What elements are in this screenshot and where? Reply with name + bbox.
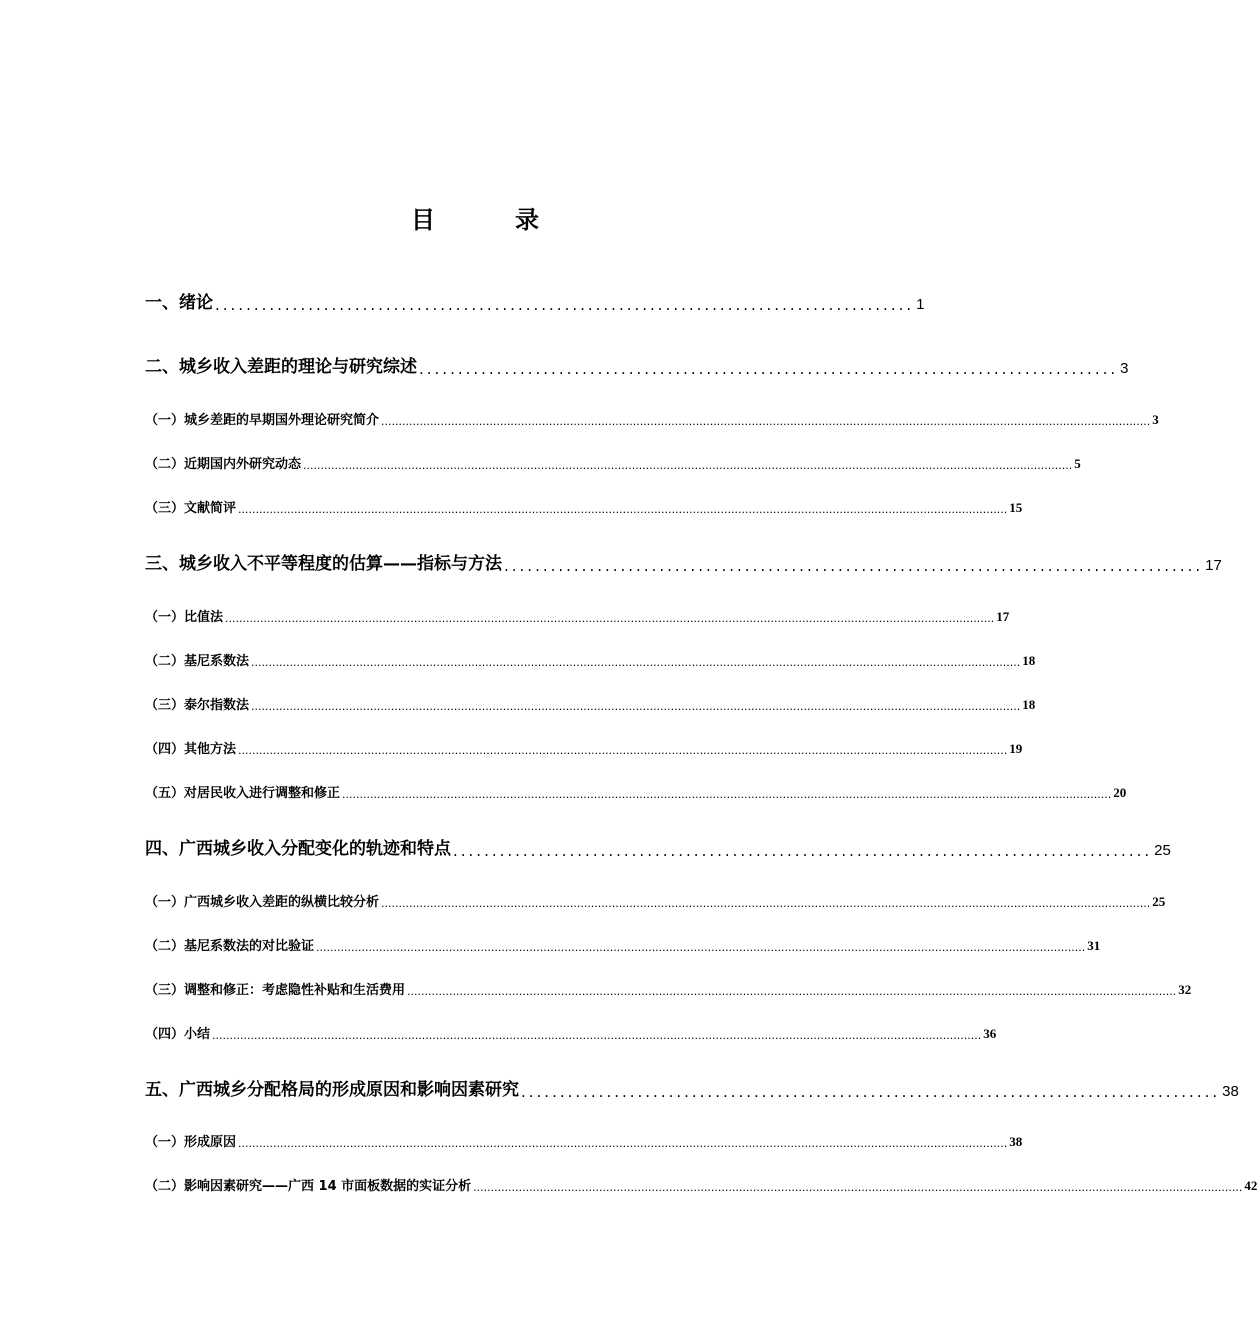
toc-entry[interactable] — [145, 1075, 1239, 1101]
toc-subentry-page: 25 — [1152, 894, 1166, 909]
dot-leader: .......................................................................................... — [453, 842, 1153, 860]
toc-subentry-label: （二）基尼系数法 — [145, 654, 250, 669]
dot-leader: .......................................................................................... — [419, 360, 1119, 378]
toc-entry-label: 五、广西城乡分配格局的形成原因和影响因素研究 — [145, 1080, 519, 1100]
dot-leader: ............................................................................................................................................................................................................................ — [316, 941, 1086, 954]
dot-leader: ............................................................................................................................................................................................................................ — [381, 897, 1151, 910]
toc-subentry[interactable] — [145, 1023, 997, 1042]
toc-subentry[interactable] — [145, 979, 1192, 998]
toc-subentry-label: （五）对居民收入进行调整和修正 — [145, 786, 341, 801]
toc-subentry[interactable] — [145, 782, 1127, 801]
toc-subentry-label: （三）文献简评 — [145, 501, 237, 516]
dot-leader: ............................................................................................................................................................................................................................ — [407, 985, 1177, 998]
toc-subentry-label: （四）小结 — [145, 1027, 211, 1042]
toc-entry-page: 38 — [1222, 1083, 1239, 1100]
toc-subentry-page: 18 — [1022, 653, 1036, 668]
dot-leader: ............................................................................................................................................................................................................................ — [303, 459, 1073, 472]
dot-leader: .......................................................................................... — [521, 1083, 1221, 1101]
toc-subentry-label: （一）比值法 — [145, 610, 224, 625]
toc-subentry[interactable] — [145, 409, 1159, 428]
toc-entry-page: 3 — [1120, 360, 1129, 377]
toc-subentry[interactable] — [145, 1175, 1257, 1194]
toc-subentry-page: 36 — [983, 1026, 997, 1041]
toc-subentry-label: （二）基尼系数法的对比验证 — [145, 939, 315, 954]
toc-entry-label: 三、城乡收入不平等程度的估算——指标与方法 — [145, 554, 502, 574]
toc-subentry-page: 42 — [1244, 1178, 1257, 1193]
toc-entry-page: 17 — [1205, 557, 1222, 574]
toc-subentry-label: （一）广西城乡收入差距的纵横比较分析 — [145, 895, 380, 910]
toc-subentry-page: 38 — [1009, 1134, 1023, 1149]
toc-subentry-label: （一）城乡差距的早期国外理论研究简介 — [145, 413, 380, 428]
toc-entry[interactable] — [145, 352, 1129, 378]
dot-leader: ............................................................................................................................................................................................................................ — [238, 744, 1008, 757]
toc-subentry-page: 3 — [1152, 412, 1159, 427]
toc-subentry[interactable] — [145, 453, 1081, 472]
toc-entry-label: 四、广西城乡收入分配变化的轨迹和特点 — [145, 839, 451, 859]
toc-subentry-label: （二）近期国内外研究动态 — [145, 457, 302, 472]
toc-entry-page: 1 — [916, 296, 925, 313]
toc-subentry-page: 19 — [1009, 741, 1023, 756]
toc-subentry-label: （三）调整和修正：考虑隐性补贴和生活费用 — [145, 983, 406, 998]
toc-subentry-page: 20 — [1113, 785, 1127, 800]
toc-subentry-page: 15 — [1009, 500, 1023, 515]
toc-subentry-label: （一）形成原因 — [145, 1135, 237, 1150]
toc-subentry[interactable] — [145, 891, 1166, 910]
toc-entry-label: 一、绪论 — [145, 293, 213, 313]
dot-leader: ............................................................................................................................................................................................................................ — [473, 1181, 1243, 1194]
toc-entry[interactable] — [145, 834, 1171, 860]
toc-entry[interactable] — [145, 549, 1222, 575]
toc-subentry-page: 17 — [996, 609, 1010, 624]
toc-subentry-label: （二）影响因素研究——广西 14 市面板数据的实证分析 — [145, 1179, 472, 1194]
toc-subentry[interactable] — [145, 1131, 1023, 1150]
toc-subentry[interactable] — [145, 738, 1023, 757]
dot-leader: .......................................................................................... — [215, 296, 915, 314]
toc-subentry-page: 5 — [1074, 456, 1081, 471]
dot-leader: ............................................................................................................................................................................................................................ — [225, 612, 995, 625]
dot-leader: ............................................................................................................................................................................................................................ — [212, 1029, 982, 1042]
dot-leader: ............................................................................................................................................................................................................................ — [342, 788, 1112, 801]
toc-entry-page: 25 — [1154, 842, 1171, 859]
toc-subentry[interactable] — [145, 650, 1036, 669]
dot-leader: ............................................................................................................................................................................................................................ — [238, 1137, 1008, 1150]
toc-subentry[interactable] — [145, 606, 1010, 625]
toc-entry-label: 二、城乡收入差距的理论与研究综述 — [145, 357, 417, 377]
dot-leader: ............................................................................................................................................................................................................................ — [251, 656, 1021, 669]
dot-leader: .......................................................................................... — [504, 557, 1204, 575]
toc-subentry-label: （四）其他方法 — [145, 742, 237, 757]
toc-subentry[interactable] — [145, 935, 1101, 954]
toc-subentry-page: 32 — [1178, 982, 1192, 997]
page-title: 目 录 — [411, 206, 567, 234]
dot-leader: ............................................................................................................................................................................................................................ — [251, 700, 1021, 713]
toc-subentry[interactable] — [145, 497, 1023, 516]
toc-subentry-page: 31 — [1087, 938, 1101, 953]
toc-subentry-label: （三）泰尔指数法 — [145, 698, 250, 713]
dot-leader: ............................................................................................................................................................................................................................ — [238, 503, 1008, 516]
toc-entry[interactable] — [145, 288, 925, 314]
toc-subentry[interactable] — [145, 694, 1036, 713]
toc-subentry-page: 18 — [1022, 697, 1036, 712]
dot-leader: ............................................................................................................................................................................................................................ — [381, 415, 1151, 428]
